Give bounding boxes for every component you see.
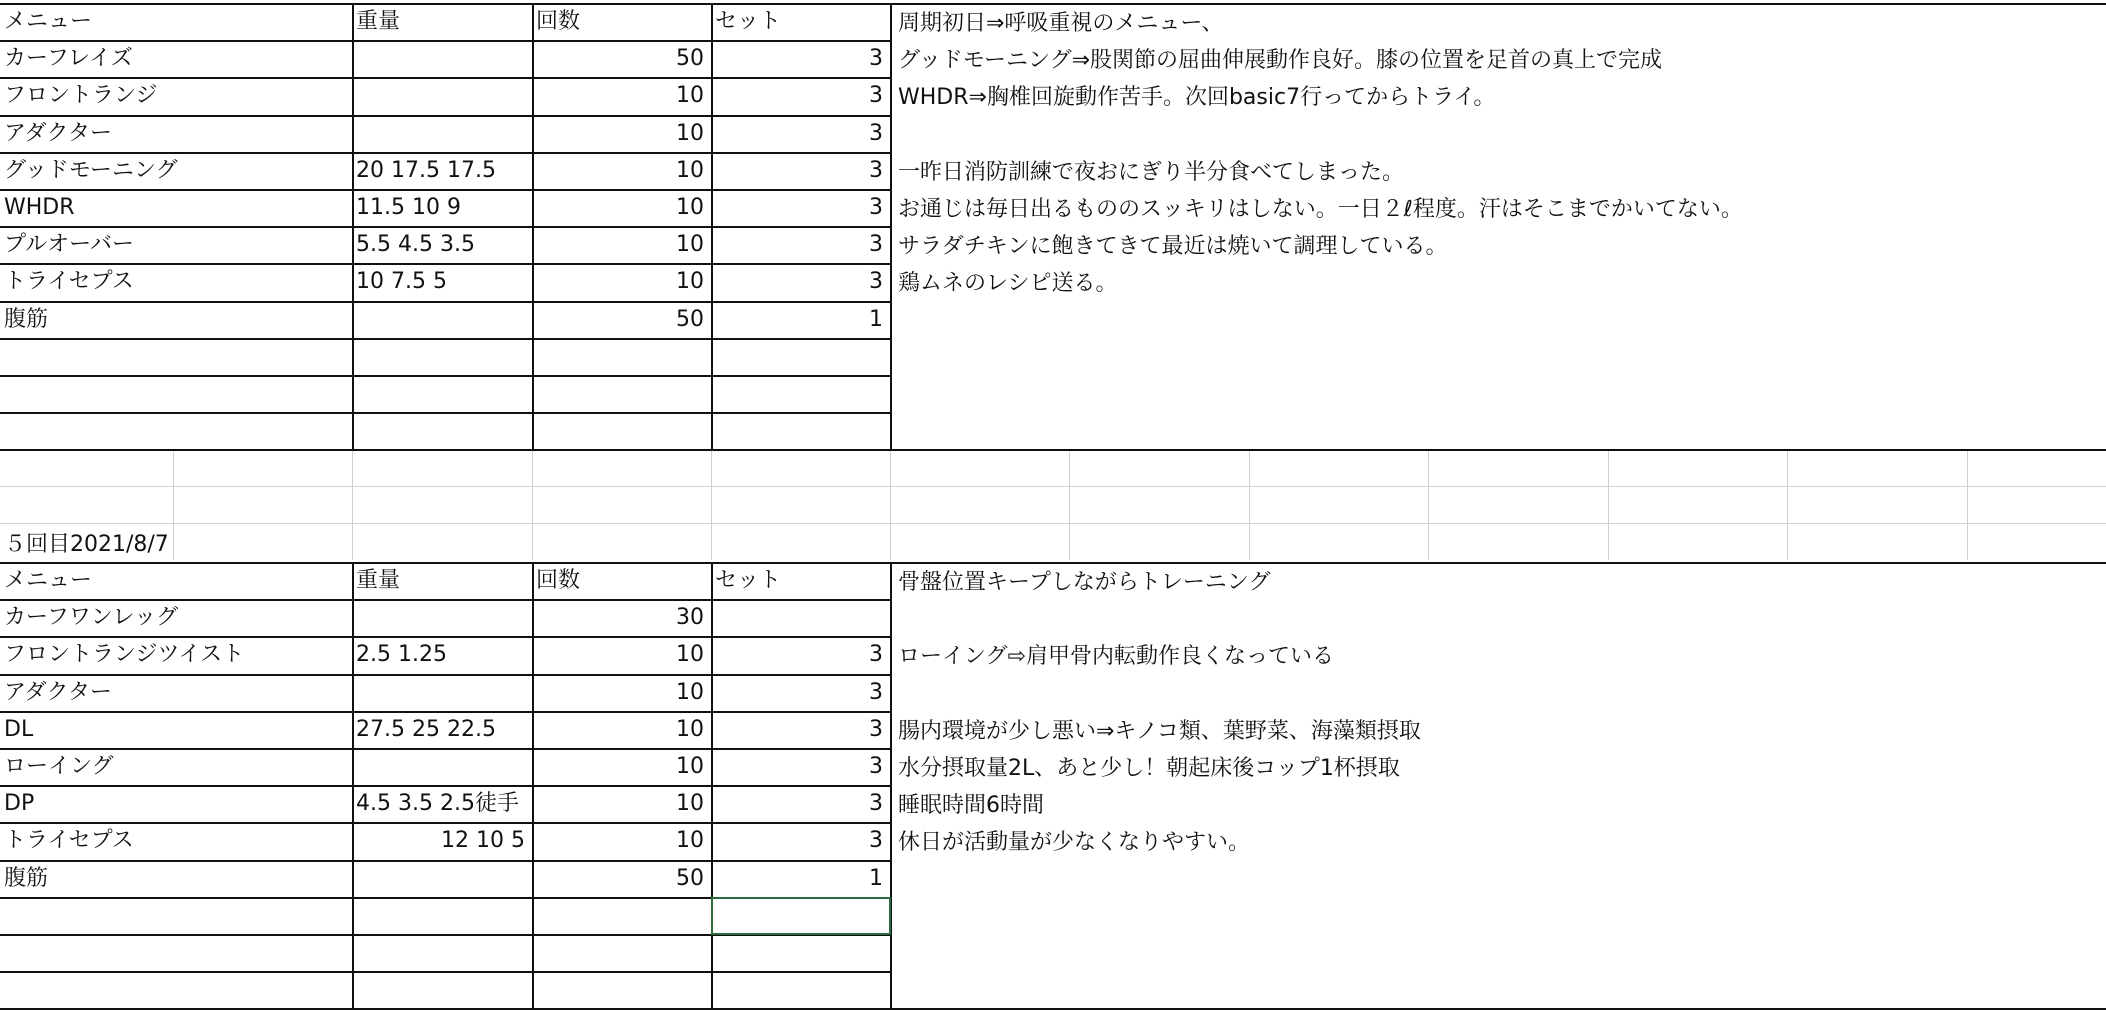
- cell-sets[interactable]: 3: [869, 828, 883, 853]
- gridline-vertical: [1967, 450, 1968, 560]
- cell-weight[interactable]: [352, 77, 532, 114]
- cell-reps[interactable]: 10: [676, 83, 704, 108]
- gridline-horizontal: [0, 523, 2106, 524]
- cell-reps[interactable]: [532, 375, 711, 412]
- cell-weight[interactable]: [352, 301, 532, 338]
- cell-weight[interactable]: 5.5 4.5 3.5: [356, 232, 475, 257]
- cell-reps[interactable]: 10: [676, 158, 704, 183]
- cell-weight[interactable]: [352, 412, 532, 449]
- cell-weight[interactable]: 27.5 25 22.5: [356, 717, 496, 742]
- cell-sets[interactable]: [711, 934, 890, 971]
- cell-menu[interactable]: フロントランジツイスト: [4, 642, 245, 667]
- gridline-vertical: [532, 450, 533, 560]
- cell-menu[interactable]: DP: [4, 791, 35, 816]
- cell-menu[interactable]: [0, 412, 352, 449]
- cell-sets[interactable]: 3: [869, 121, 883, 146]
- cell-sets[interactable]: [711, 599, 890, 636]
- cell-sets[interactable]: 3: [869, 754, 883, 779]
- cell-menu[interactable]: [0, 934, 352, 971]
- cell-sets[interactable]: 1: [869, 866, 883, 891]
- cell-reps[interactable]: [532, 412, 711, 449]
- gridline-horizontal: [0, 486, 2106, 487]
- cell-menu[interactable]: カーフレイズ: [4, 46, 133, 71]
- session-label[interactable]: ５回目2021/8/7: [4, 532, 169, 557]
- cell-menu[interactable]: 腹筋: [4, 866, 49, 891]
- cell-weight[interactable]: 2.5 1.25: [356, 642, 447, 667]
- cell-reps[interactable]: 10: [676, 642, 704, 667]
- cell-reps[interactable]: [532, 934, 711, 971]
- cell-weight[interactable]: [352, 674, 532, 711]
- note-line[interactable]: お通じは毎日出るもののスッキリはしない。一日２ℓ程度。汗はそこまでかいてない。: [898, 197, 1743, 222]
- note-line[interactable]: 鶏ムネのレシピ送る。: [898, 271, 1118, 296]
- cell-menu[interactable]: アダクター: [4, 680, 113, 705]
- cell-sets[interactable]: [711, 375, 890, 412]
- cell-sets[interactable]: [711, 338, 890, 375]
- gridline-vertical: [1428, 450, 1429, 560]
- cell-menu[interactable]: [0, 338, 352, 375]
- cell-menu[interactable]: トライセプス: [4, 269, 134, 294]
- cell-reps[interactable]: 10: [676, 791, 704, 816]
- gridline-vertical: [352, 450, 353, 560]
- note-line[interactable]: 休日が活動量が少なくなりやすい。: [898, 830, 1251, 855]
- note-line[interactable]: ローイング⇨肩甲骨内転動作良くなっている: [898, 644, 1334, 669]
- cell-reps[interactable]: 10: [676, 828, 704, 853]
- cell-weight[interactable]: [352, 897, 532, 934]
- header-sets[interactable]: セット: [715, 568, 782, 593]
- cell-weight[interactable]: [352, 115, 532, 152]
- cell-reps[interactable]: 50: [676, 46, 704, 71]
- note-line[interactable]: 腸内環境が少し悪い⇒キノコ類、葉野菜、海藻類摂取: [898, 719, 1421, 744]
- row-border: [0, 449, 2106, 451]
- cell-weight[interactable]: [352, 748, 532, 785]
- cell-reps[interactable]: 10: [676, 754, 704, 779]
- cell-menu[interactable]: [0, 971, 352, 1008]
- cell-menu[interactable]: WHDR: [4, 195, 75, 220]
- cell-sets[interactable]: 3: [869, 642, 883, 667]
- header-menu[interactable]: メニュー: [4, 568, 93, 593]
- cell-weight[interactable]: [352, 934, 532, 971]
- cell-menu[interactable]: グッドモーニング: [4, 158, 178, 183]
- note-line[interactable]: 骨盤位置キープしながらトレーニング: [898, 570, 1271, 595]
- cell-sets[interactable]: [711, 971, 890, 1008]
- header-reps[interactable]: 回数: [536, 568, 581, 593]
- selected-cell[interactable]: [711, 897, 891, 935]
- cell-weight[interactable]: [352, 599, 532, 636]
- cell-weight[interactable]: [352, 40, 532, 77]
- header-weight[interactable]: 重量: [356, 568, 401, 593]
- cell-menu[interactable]: トライセプス: [4, 828, 134, 853]
- cell-menu[interactable]: フロントランジ: [4, 83, 158, 108]
- column-border: [890, 562, 892, 1010]
- cell-sets[interactable]: 3: [869, 717, 883, 742]
- header-weight[interactable]: 重量: [356, 9, 401, 34]
- cell-sets[interactable]: [711, 412, 890, 449]
- cell-reps[interactable]: 10: [676, 232, 704, 257]
- cell-reps[interactable]: [532, 971, 711, 1008]
- cell-menu[interactable]: プルオーバー: [4, 232, 135, 257]
- cell-reps[interactable]: 30: [676, 605, 704, 630]
- cell-reps[interactable]: 10: [676, 269, 704, 294]
- cell-reps[interactable]: 50: [676, 866, 704, 891]
- column-border: [173, 523, 174, 560]
- column-border: [890, 3, 892, 450]
- gridline-vertical: [1249, 450, 1250, 560]
- note-line[interactable]: 睡眠時間6時間: [898, 793, 1044, 818]
- note-line[interactable]: 水分摂取量2L、あと少し！朝起床後コップ1杯摂取: [898, 756, 1400, 781]
- cell-menu[interactable]: ローイング: [4, 754, 114, 779]
- gridline-vertical: [1069, 450, 1070, 560]
- note-line[interactable]: WHDR⇒胸椎回旋動作苦手。次回basic7行ってからトライ。: [898, 85, 1496, 110]
- cell-sets[interactable]: 3: [869, 680, 883, 705]
- cell-weight[interactable]: [352, 860, 532, 897]
- gridline-vertical: [1787, 450, 1788, 560]
- header-reps[interactable]: 回数: [536, 9, 581, 34]
- cell-reps[interactable]: [532, 338, 711, 375]
- cell-weight[interactable]: [352, 338, 532, 375]
- note-line[interactable]: グッドモーニング⇒股関節の屈曲伸展動作良好。膝の位置を足首の真上で完成: [898, 48, 1663, 73]
- cell-reps[interactable]: 10: [676, 121, 704, 146]
- cell-menu[interactable]: 腹筋: [4, 307, 49, 332]
- cell-sets[interactable]: 3: [869, 232, 883, 257]
- cell-weight[interactable]: 4.5 3.5 2.5徒手: [356, 791, 519, 816]
- note-line[interactable]: 一昨日消防訓練で夜おにぎり半分食べてしまった。: [898, 160, 1405, 185]
- header-sets[interactable]: セット: [715, 9, 782, 34]
- cell-reps[interactable]: 50: [676, 307, 704, 332]
- cell-reps[interactable]: [532, 897, 711, 934]
- cell-reps[interactable]: 10: [676, 680, 704, 705]
- cell-menu[interactable]: DL: [4, 717, 34, 742]
- gridline-vertical: [890, 450, 891, 560]
- gridline-vertical: [1608, 450, 1609, 560]
- cell-menu[interactable]: カーフワンレッグ: [4, 605, 179, 630]
- cell-weight[interactable]: 20 17.5 17.5: [356, 158, 496, 183]
- cell-weight[interactable]: [352, 971, 532, 1008]
- cell-sets[interactable]: 3: [869, 791, 883, 816]
- header-menu[interactable]: メニュー: [4, 9, 93, 34]
- cell-sets[interactable]: 3: [869, 83, 883, 108]
- cell-sets[interactable]: 3: [869, 158, 883, 183]
- note-line[interactable]: 周期初日⇒呼吸重視のメニュー、: [898, 11, 1224, 36]
- cell-sets[interactable]: 3: [869, 269, 883, 294]
- cell-weight[interactable]: 10 7.5 5: [356, 269, 447, 294]
- cell-weight[interactable]: 12 10 5: [441, 828, 525, 853]
- cell-menu[interactable]: [0, 375, 352, 412]
- cell-sets[interactable]: 1: [869, 307, 883, 332]
- cell-reps[interactable]: 10: [676, 717, 704, 742]
- cell-sets[interactable]: 3: [869, 195, 883, 220]
- cell-weight[interactable]: 11.5 10 9: [356, 195, 461, 220]
- cell-sets[interactable]: 3: [869, 46, 883, 71]
- cell-reps[interactable]: 10: [676, 195, 704, 220]
- gridline-vertical: [711, 450, 712, 560]
- cell-menu[interactable]: アダクター: [4, 121, 113, 146]
- cell-menu[interactable]: [0, 897, 352, 934]
- cell-weight[interactable]: [352, 375, 532, 412]
- note-line[interactable]: サラダチキンに飽きてきて最近は焼いて調理している。: [898, 234, 1448, 259]
